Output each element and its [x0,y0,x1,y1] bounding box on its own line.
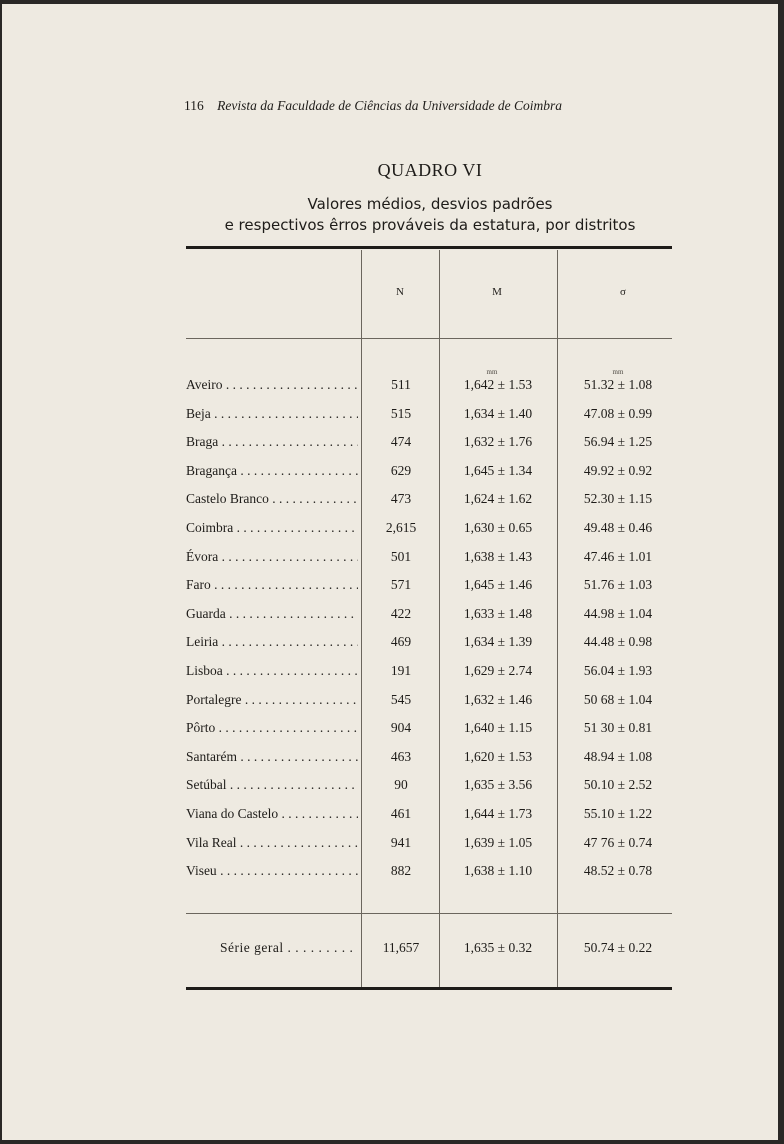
column-header-sigma: σ [620,286,626,298]
cell-m: 1,645 ± 1.46 [463,577,533,593]
cell-m: 1,634 ± 1.39 [463,634,533,650]
column-header-m: M [492,286,502,298]
district-name: Setúbal . . . [186,777,358,793]
cell-sigma: 50 68 ± 1.04 [583,691,653,707]
cell-n: 191 [390,663,412,678]
cell-m: 1,638 ± 1.10 [463,863,533,879]
cell-n: 463 [390,748,412,764]
cell-sigma: 47 76 ± 0.74 [583,834,653,850]
page-number: 116 [184,98,204,113]
cell-m: 1,632 ± 1.46 [463,691,533,707]
cell-n: 515 [390,405,412,421]
table-row [2,692,778,716]
district-name: Braga . . . [186,434,358,450]
district-name: Coimbra . . . [186,520,358,536]
cell-sigma: 55.10 ± 1.22 [583,806,653,821]
district-name: Castelo Branco . . . [186,491,358,507]
cell-sigma: 48.94 ± 1.08 [583,748,653,764]
unit-label-m: mm [486,368,498,376]
cell-n: 90 [394,777,408,793]
cell-m: 1,624 ± 1.62 [463,491,533,507]
cell-sigma: 44.48 ± 0.98 [583,634,653,650]
cell-n: 545 [390,691,412,707]
table-row [2,463,778,487]
cell-sigma: 52.30 ± 1.15 [583,491,653,507]
top-rule [186,246,672,249]
cell-sigma: 50.10 ± 2.52 [583,777,653,793]
running-head [184,98,562,114]
cell-m: 1,645 ± 1.34 [463,462,533,478]
cell-m: 1,642 ± 1.53 [463,377,533,392]
journal-title: Revista da Faculdade de Ciências da Universidade de Coimbra [217,98,563,113]
cell-m: 1,639 ± 1.05 [463,834,533,850]
cell-m: 1,632 ± 1.76 [463,434,533,450]
table-row [2,606,778,630]
cell-m: 1,620 ± 1.53 [463,748,533,764]
table-row [2,663,778,687]
district-name: Pôrto . . . [186,720,358,736]
district-name: Beja . . . [186,406,358,422]
district-name: Vila Real . . . [186,835,358,851]
total-n: 11,657 [382,940,420,955]
cell-n: 501 [390,548,412,564]
table-row [2,835,778,859]
cell-m: 1,633 ± 1.48 [463,605,533,621]
table-row [2,549,778,573]
cell-n: 473 [390,491,412,507]
cell-sigma: 51.76 ± 1.03 [583,577,653,593]
cell-sigma: 51.32 ± 1.08 [583,377,653,392]
cell-m: 1,638 ± 1.43 [463,548,533,564]
table-row [2,491,778,515]
cell-sigma: 44.98 ± 1.04 [583,605,653,621]
cell-n: 461 [390,806,412,821]
cell-m: 1,629 ± 2.74 [463,663,533,678]
cell-n: 2,615 [385,520,417,535]
cell-sigma: 47.46 ± 1.01 [583,548,653,564]
cell-n: 941 [390,834,412,850]
book-page [2,4,778,1140]
cell-sigma: 56.94 ± 1.25 [583,434,653,450]
total-label: Série geral . . . [220,940,358,956]
cell-m: 1,644 ± 1.73 [463,806,533,821]
bottom-rule [186,987,672,990]
district-name: Viseu . . . [186,863,358,879]
column-header-n: N [396,286,404,298]
total-sigma: 50.74 ± 0.22 [583,940,653,955]
subtitle-line-2: e respectivos êrros prováveis da estatura, por distritos [224,216,636,234]
district-name: Faro . . . [186,577,358,593]
cell-m: 1,640 ± 1.15 [463,720,533,736]
cell-n: 882 [390,863,412,879]
district-name: Leiria . . . [186,634,358,650]
district-name: Bragança . . . [186,463,358,479]
cell-m: 1,635 ± 3.56 [463,777,533,793]
district-name: Guarda . . . [186,606,358,622]
district-name: Portalegre . . . [186,692,358,708]
cell-m: 1,630 ± 0.65 [463,520,533,535]
cell-n: 904 [390,720,412,736]
total-row [2,940,778,964]
table-title: QUADRO VI [377,160,483,180]
table-subtitle [185,194,675,236]
header-rule [186,338,672,339]
table-row [2,406,778,430]
table-row [2,777,778,801]
cell-sigma: 48.52 ± 0.78 [583,863,653,879]
cell-sigma: 47.08 ± 0.99 [583,405,653,421]
table-row [2,577,778,601]
cell-sigma: 56.04 ± 1.93 [583,663,653,678]
cell-n: 422 [390,605,412,621]
table-row [2,434,778,458]
total-rule [186,913,672,914]
table-row [2,806,778,830]
cell-n: 474 [390,434,412,450]
unit-label-sigma: mm [612,368,624,376]
table-row [2,520,778,544]
cell-sigma: 51 30 ± 0.81 [583,720,653,736]
cell-n: 571 [390,577,412,593]
district-name: Aveiro . . . [186,377,358,393]
cell-m: 1,634 ± 1.40 [463,405,533,421]
total-m: 1,635 ± 0.32 [463,940,533,955]
cell-sigma: 49.48 ± 0.46 [583,520,653,535]
district-name: Lisboa . . . [186,663,358,679]
table-row [2,634,778,658]
table-row [2,749,778,773]
district-name: Santarém . . . [186,749,358,765]
cell-n: 469 [390,634,412,650]
cell-n: 511 [391,377,411,392]
table-row [2,377,778,401]
district-name: Évora . . . [186,549,358,565]
table-row [2,863,778,887]
district-name: Viana do Castelo . . . [186,806,358,822]
table-row [2,720,778,744]
cell-sigma: 49.92 ± 0.92 [583,462,653,478]
cell-n: 629 [390,462,412,478]
subtitle-line-1: Valores médios, desvios padrões [307,195,553,213]
